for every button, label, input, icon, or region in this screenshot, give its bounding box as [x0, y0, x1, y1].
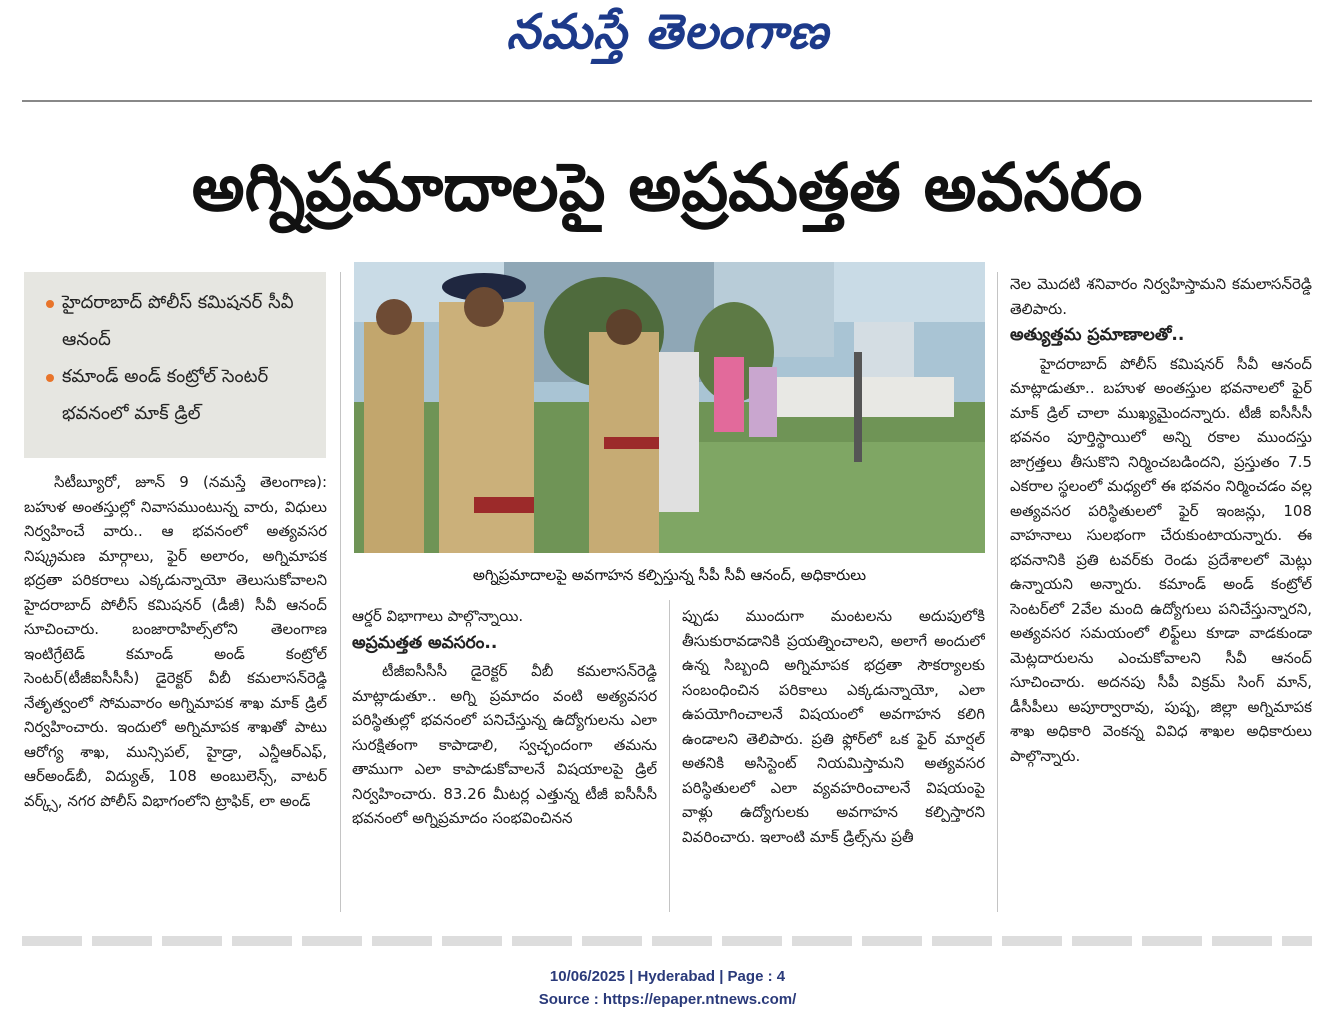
- paragraph: ప్పుడు ముందుగా మంటలను అదుపులోకి తీసుకురావడానికి ప్రయత్నించాలని, అలాగే అందులో ఉన్న సిబ్బంది అగ్నిమాపక భద్రతా సౌకర్యాలకు సంబంధించిన పరికాలు ఎక్కడున్నాయో, ఎలా ఉపయోగించాలనే విషయంలో అవగాహన కలిగి ఉండాలని తెలిపారు. ప్రతి ఫ్లోర్‌లో ఒక ఫైర్ మార్షల్ అతనికి అసిస్టెంట్ నియమిస్తామని అత్యవసర పరిస్థితులలో ఎలా వ్యవహరించాలనే విషయంపై వాళ్లు ఉద్యోగులకు అవగాహన కల్పిస్తారని వివరించారు. ఇలాంటి మాక్ డ్రిల్స్‌ను ప్రతీ: [682, 607, 985, 846]
- paragraph: నెల మొదటి శనివారం నిర్వహిస్తామని కమలాసన్‌రెడ్డి తెలిపారు.: [1010, 275, 1312, 318]
- article-column-3: [682, 604, 985, 910]
- article-column-2: [352, 604, 657, 910]
- column-divider: [340, 272, 341, 912]
- article-column-4: [1010, 272, 1312, 912]
- highlight-item: [46, 284, 318, 358]
- paragraph: టీజీఐసీసీసీ డైరెక్టర్ వీబీ కమలాసన్‌రెడ్డి మాట్లాడుతూ.. అగ్ని ప్రమాదం వంటి అత్యవసర పరిస్థితుల్లో భవనంలో పనిచేస్తున్న ఉద్యోగులను ఎలా సురక్షితంగా కాపాడాలి, స్వచ్ఛందంగా తమను తాముగా ఎలా కాపాడుకోవాలనే విషయాలపై డ్రిల్ నిర్వహించారు. 83.26 మీటర్ల ఎత్తున్న టీజీ ఐసీసీసీ భవనంలో అగ్నిప్రమాదం సంభవించినన: [352, 662, 657, 827]
- column-divider: [669, 600, 670, 912]
- masthead-logo: నమస్తే తెలంగాణ: [506, 4, 829, 60]
- highlight-text: కమాండ్ అండ్ కంట్రోల్ సెంటర్ భవనంలో మాక్ డ్రిల్: [62, 366, 269, 424]
- subheading: అత్యుత్తమ ప్రమాణాలతో..: [1010, 325, 1185, 345]
- top-rule: [22, 100, 1312, 102]
- footer-source-link[interactable]: Source : https://epaper.ntnews.com/: [538, 991, 797, 1008]
- highlights-box: [24, 272, 326, 458]
- subheading: అప్రమత్తత అవసరం..: [352, 632, 498, 653]
- paragraph: సిటీబ్యూరో, జూన్ 9 (నమస్తే తెలంగాణ): బహుళ అంతస్తుల్లో నివాసముంటున్న వారు, విధులు నిర్వహించే వారు.. ఆ భవనంలో అత్యవసర నిష్క్రమణ మార్గాలు, ఫైర్ అలారం, అగ్నిమాపక భద్రతా పరికరాలు ఎక్కడున్నాయో తెలుసుకోవాలని హైదరాబాద్ పోలీస్ కమిషనర్ (డీజీ) సీవీ ఆనంద్ సూచించారు. బంజారాహిల్స్‌లోని తెలంగాణ ఇంటిగ్రేటెడ్ కమాండ్ అండ్ కంట్రోల్ సెంటర్(టీజీఐసీసీసీ) డైరెక్టర్ వీబీ కమలాసన్‌రెడ్డి నేతృత్వంలో సోమవారం అగ్నిమాపక శాఖ మాక్ డ్రిల్ నిర్వహించారు. ఇందులో అగ్నిమాపక శాఖతో పాటు ఆరోగ్య శాఖ, మున్సిపల్, హైడ్రా, ఎన్డీఆర్ఎఫ్, ఆర్అండ్‌బీ, విద్యుత్, 108 అంబులెన్స్, వాటర్ వర్క్స్, నగర పోలీస్ విభాగంలోని ట్రాఫిక్, లా అండ్: [24, 473, 327, 810]
- bullet-icon: [46, 374, 54, 382]
- bullet-icon: [46, 300, 54, 308]
- news-photo-illustration: [354, 262, 985, 553]
- news-photo: [354, 262, 985, 553]
- highlight-item: [46, 358, 318, 432]
- photo-caption: అగ్నిప్రమాదాలపై అవగాహన కల్పిస్తున్న సీపీ సీవీ ఆనంద్, అధికారులు: [472, 566, 867, 584]
- highlight-text: హైదరాబాద్ పోలీస్ కమిషనర్ సీవీ ఆనంద్: [62, 292, 294, 350]
- footer-date-line: 10/06/2025 | Hyderabad | Page : 4: [549, 968, 786, 985]
- paragraph: హైదరాబాద్ పోలీస్ కమిషనర్ సీవీ ఆనంద్ మాట్లాడుతూ.. బహుళ అంతస్తుల భవనాలలో ఫైర్ మాక్ డ్రిల్ చాలా ముఖ్యమైందన్నారు. టీజీ ఐసీసీసీ భవనం పూర్తిస్థాయిలో అన్ని రకాల ముందస్తు జాగ్రత్తలు తీసుకొని నిర్మించబడిందని, ప్రస్తుతం 7.5 ఎకరాల స్థలంలో మధ్యలో ఈ భవనం నిర్మించడం వల్ల అత్యవసర పరిస్థితులలో ఫైర్ ఇంజన్లు, 108 వాహనాలు సులభంగా చేరుకుంటాయన్నారు. ఈ భవనానికి ప్రతి టవర్‌కు రెండు ప్రదేశాలలో మెట్లు ఉన్నాయని అన్నారు. కమాండ్ అండ్ కంట్రోల్ సెంటర్‌లో 2వేల మంది ఉద్యోగులు పనిచేస్తున్నారని, అత్యవసర సమయంలో లిఫ్ట్‌లు కూడా వాడకుండా మెట్లదారులను ఎంచుకోవాలని సీవీ ఆనంద్ సూచించారు. అదనపు సీపీ విక్రమ్ సింగ్ మాన్, డీసీపీలు అపూర్వారావు, పుష్ప, జిల్లా అగ్నిమాపక శాఖ అధికారి వెంకన్న వివిధ శాఖల అధికారులు పాల్గొన్నారు.: [1010, 354, 1312, 765]
- column-divider: [997, 272, 998, 912]
- masthead: [0, 0, 1335, 82]
- bottom-rule: [22, 936, 1312, 946]
- headline: అగ్నిప్రమాదాలపై అప్రమత్తత అవసరం: [191, 149, 1143, 226]
- footer: [0, 965, 1335, 1011]
- paragraph: ఆర్డర్ విభాగాలు పాల్గొన్నాయి.: [352, 607, 524, 625]
- article-column-1: [24, 470, 327, 910]
